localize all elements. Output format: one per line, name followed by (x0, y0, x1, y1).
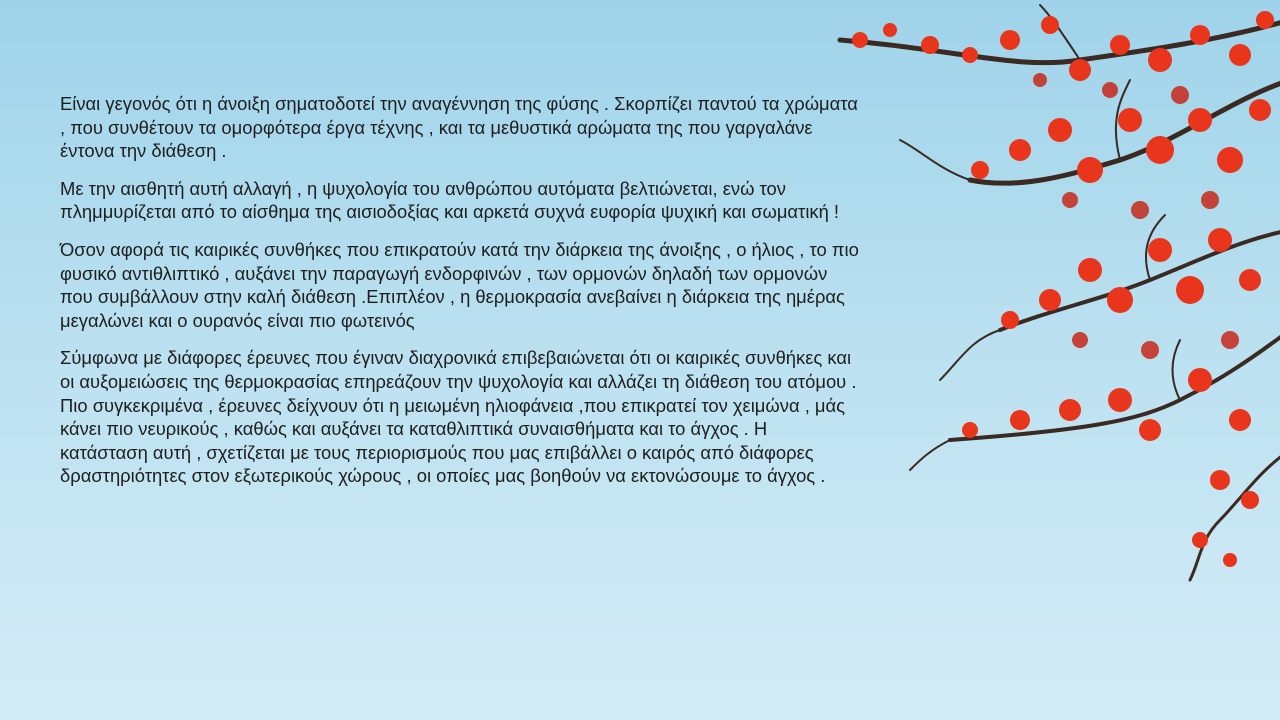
paragraph-1: Είναι γεγονός ότι η άνοιξη σηματοδοτεί την αναγέννηση της φύσης . Σκορπίζει παντού τα χρώματα , που συνθέτουν τα ομορφότερα έργα τέχνης , και τα μεθυστικά αρώματα της που γαργαλάνε έντονα την διάθεση . (60, 93, 858, 162)
paragraph-2: Με την αισθητή αυτή αλλαγή , η ψυχολογία του ανθρώπου αυτόματα βελτιώνεται, ενώ τον πλημμυρίζεται από το αίσθημα της αισιοδοξίας και αρκετά συχνά ευφορία ψυχική και σωματική ! (60, 177, 840, 223)
paragraph-4: Σύμφωνα με διάφορες έρευνες που έγιναν διαχρονικά επιβεβαιώνεται ότι οι καιρικές συνθήκες και οι αυξομειώσεις της θερμοκρασίας επηρεάζουν την ψυχολογία και αλλάζει τη διάθεση του ατόμου . Πιο συγκεκριμένα , έρευνες δείχνουν ότι η μειωμένη ηλιοφάνεια ,που επικρατεί τον χειμώνα , μάς κάνει πιο νευρικούς , καθώς και αυξάνει τα καταθλιπτικά συναισθήματα και το άγχος . Η κατάσταση αυτή , σχετίζεται με τους περιορισμούς που μας επιβάλλει ο καιρός από διάφορες δραστηριότητες στον εξωτερικούς χώρους , οι οποίες μας βοηθούν να εκτονώσουμε το άγχος . (60, 347, 857, 487)
paragraph-3: Όσον αφορά τις καιρικές συνθήκες που επικρατούν κατά την διάρκεια της άνοιξης , ο ήλιος , το πιο φυσικό αντιθλιπτικό , αυξάνει την παραγωγή ενδορφινών , των ορμονών δηλαδή των ορμονών που συμβάλλουν στην καλή διάθεση .Επιπλέον , η θερμοκρασία ανεβαίνει η διάρκεια της ημέρας μεγαλώνει και ο ουρανός είναι πιο φωτεινός (60, 238, 859, 331)
body-text (60, 92, 860, 502)
autumn-tree-branch-icon (820, 0, 1280, 600)
